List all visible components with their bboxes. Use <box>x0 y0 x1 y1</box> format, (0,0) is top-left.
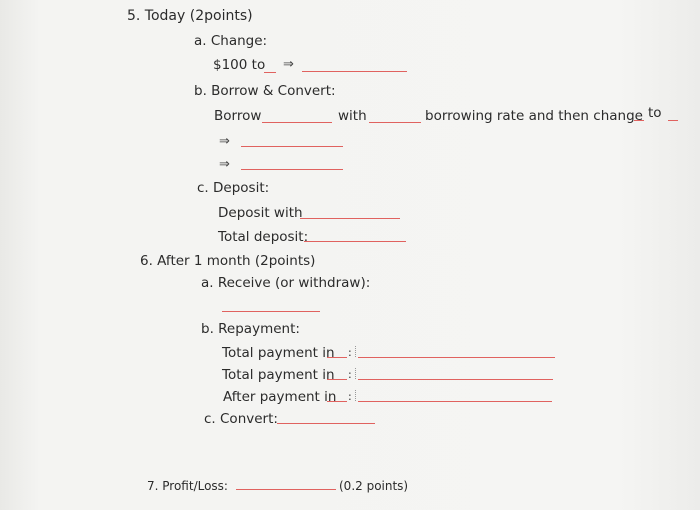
q6b-total-2: Total payment in <box>222 367 335 383</box>
divider <box>355 346 356 357</box>
q5b-blank-with[interactable] <box>369 122 421 123</box>
arrow-icon: ⇒ <box>219 157 230 172</box>
q5b-borrow: Borrow <box>214 108 262 124</box>
q5b-blank-borrow[interactable] <box>262 122 332 123</box>
q7-blank[interactable] <box>236 489 336 490</box>
q5b-to: to <box>648 105 662 121</box>
q6b-blank-period-2[interactable] <box>327 379 347 380</box>
colon: : <box>348 346 352 359</box>
q6a-label: a. Receive (or withdraw): <box>201 275 371 291</box>
arrow-icon: ⇒ <box>219 134 230 149</box>
q5a-blank-currency[interactable] <box>264 72 276 73</box>
q6b-after: After payment in <box>223 389 337 405</box>
q5b-blank-to[interactable] <box>668 120 678 121</box>
q5a-label: a. Change: <box>194 33 268 49</box>
q6c-blank[interactable] <box>277 423 375 424</box>
q5b-blank-step2[interactable] <box>241 169 343 170</box>
q5-title: 5. Today (2points) <box>127 8 253 24</box>
q6a-blank[interactable] <box>222 311 320 312</box>
q6b-label: b. Repayment: <box>201 321 300 337</box>
q6b-blank-period-3[interactable] <box>327 401 347 402</box>
q7-points: (0.2 points) <box>339 479 409 493</box>
q6-title: 6. After 1 month (2points) <box>140 253 316 269</box>
colon: : <box>348 368 352 381</box>
q5c-blank-deposit[interactable] <box>300 218 400 219</box>
colon: : <box>348 390 352 403</box>
q5c-label: c. Deposit: <box>197 180 270 196</box>
q6b-blank-amount-2[interactable] <box>358 379 553 380</box>
q5c-deposit-with: Deposit with <box>218 205 303 221</box>
q6c-label: c. Convert: <box>204 411 278 427</box>
q5a-text: $100 to <box>213 57 266 73</box>
q6b-total-1: Total payment in <box>222 345 335 361</box>
divider <box>355 390 356 401</box>
q5c-blank-total[interactable] <box>304 241 406 242</box>
q5b-rate: borrowing rate and then change <box>425 108 643 124</box>
q5b-label: b. Borrow & Convert: <box>194 83 336 99</box>
arrow-icon: ⇒ <box>283 57 294 72</box>
q5b-blank-change[interactable] <box>634 120 644 121</box>
q6b-blank-amount-1[interactable] <box>358 357 555 358</box>
q5c-total: Total deposit: <box>218 229 309 245</box>
divider <box>355 368 356 379</box>
q7-title: 7. Profit/Loss: <box>147 479 228 493</box>
q6b-blank-amount-3[interactable] <box>358 401 552 402</box>
q5a-blank-amount[interactable] <box>302 71 407 72</box>
q6b-blank-period-1[interactable] <box>327 357 347 358</box>
q5b-blank-step1[interactable] <box>241 146 343 147</box>
q5b-with: with <box>338 108 367 124</box>
